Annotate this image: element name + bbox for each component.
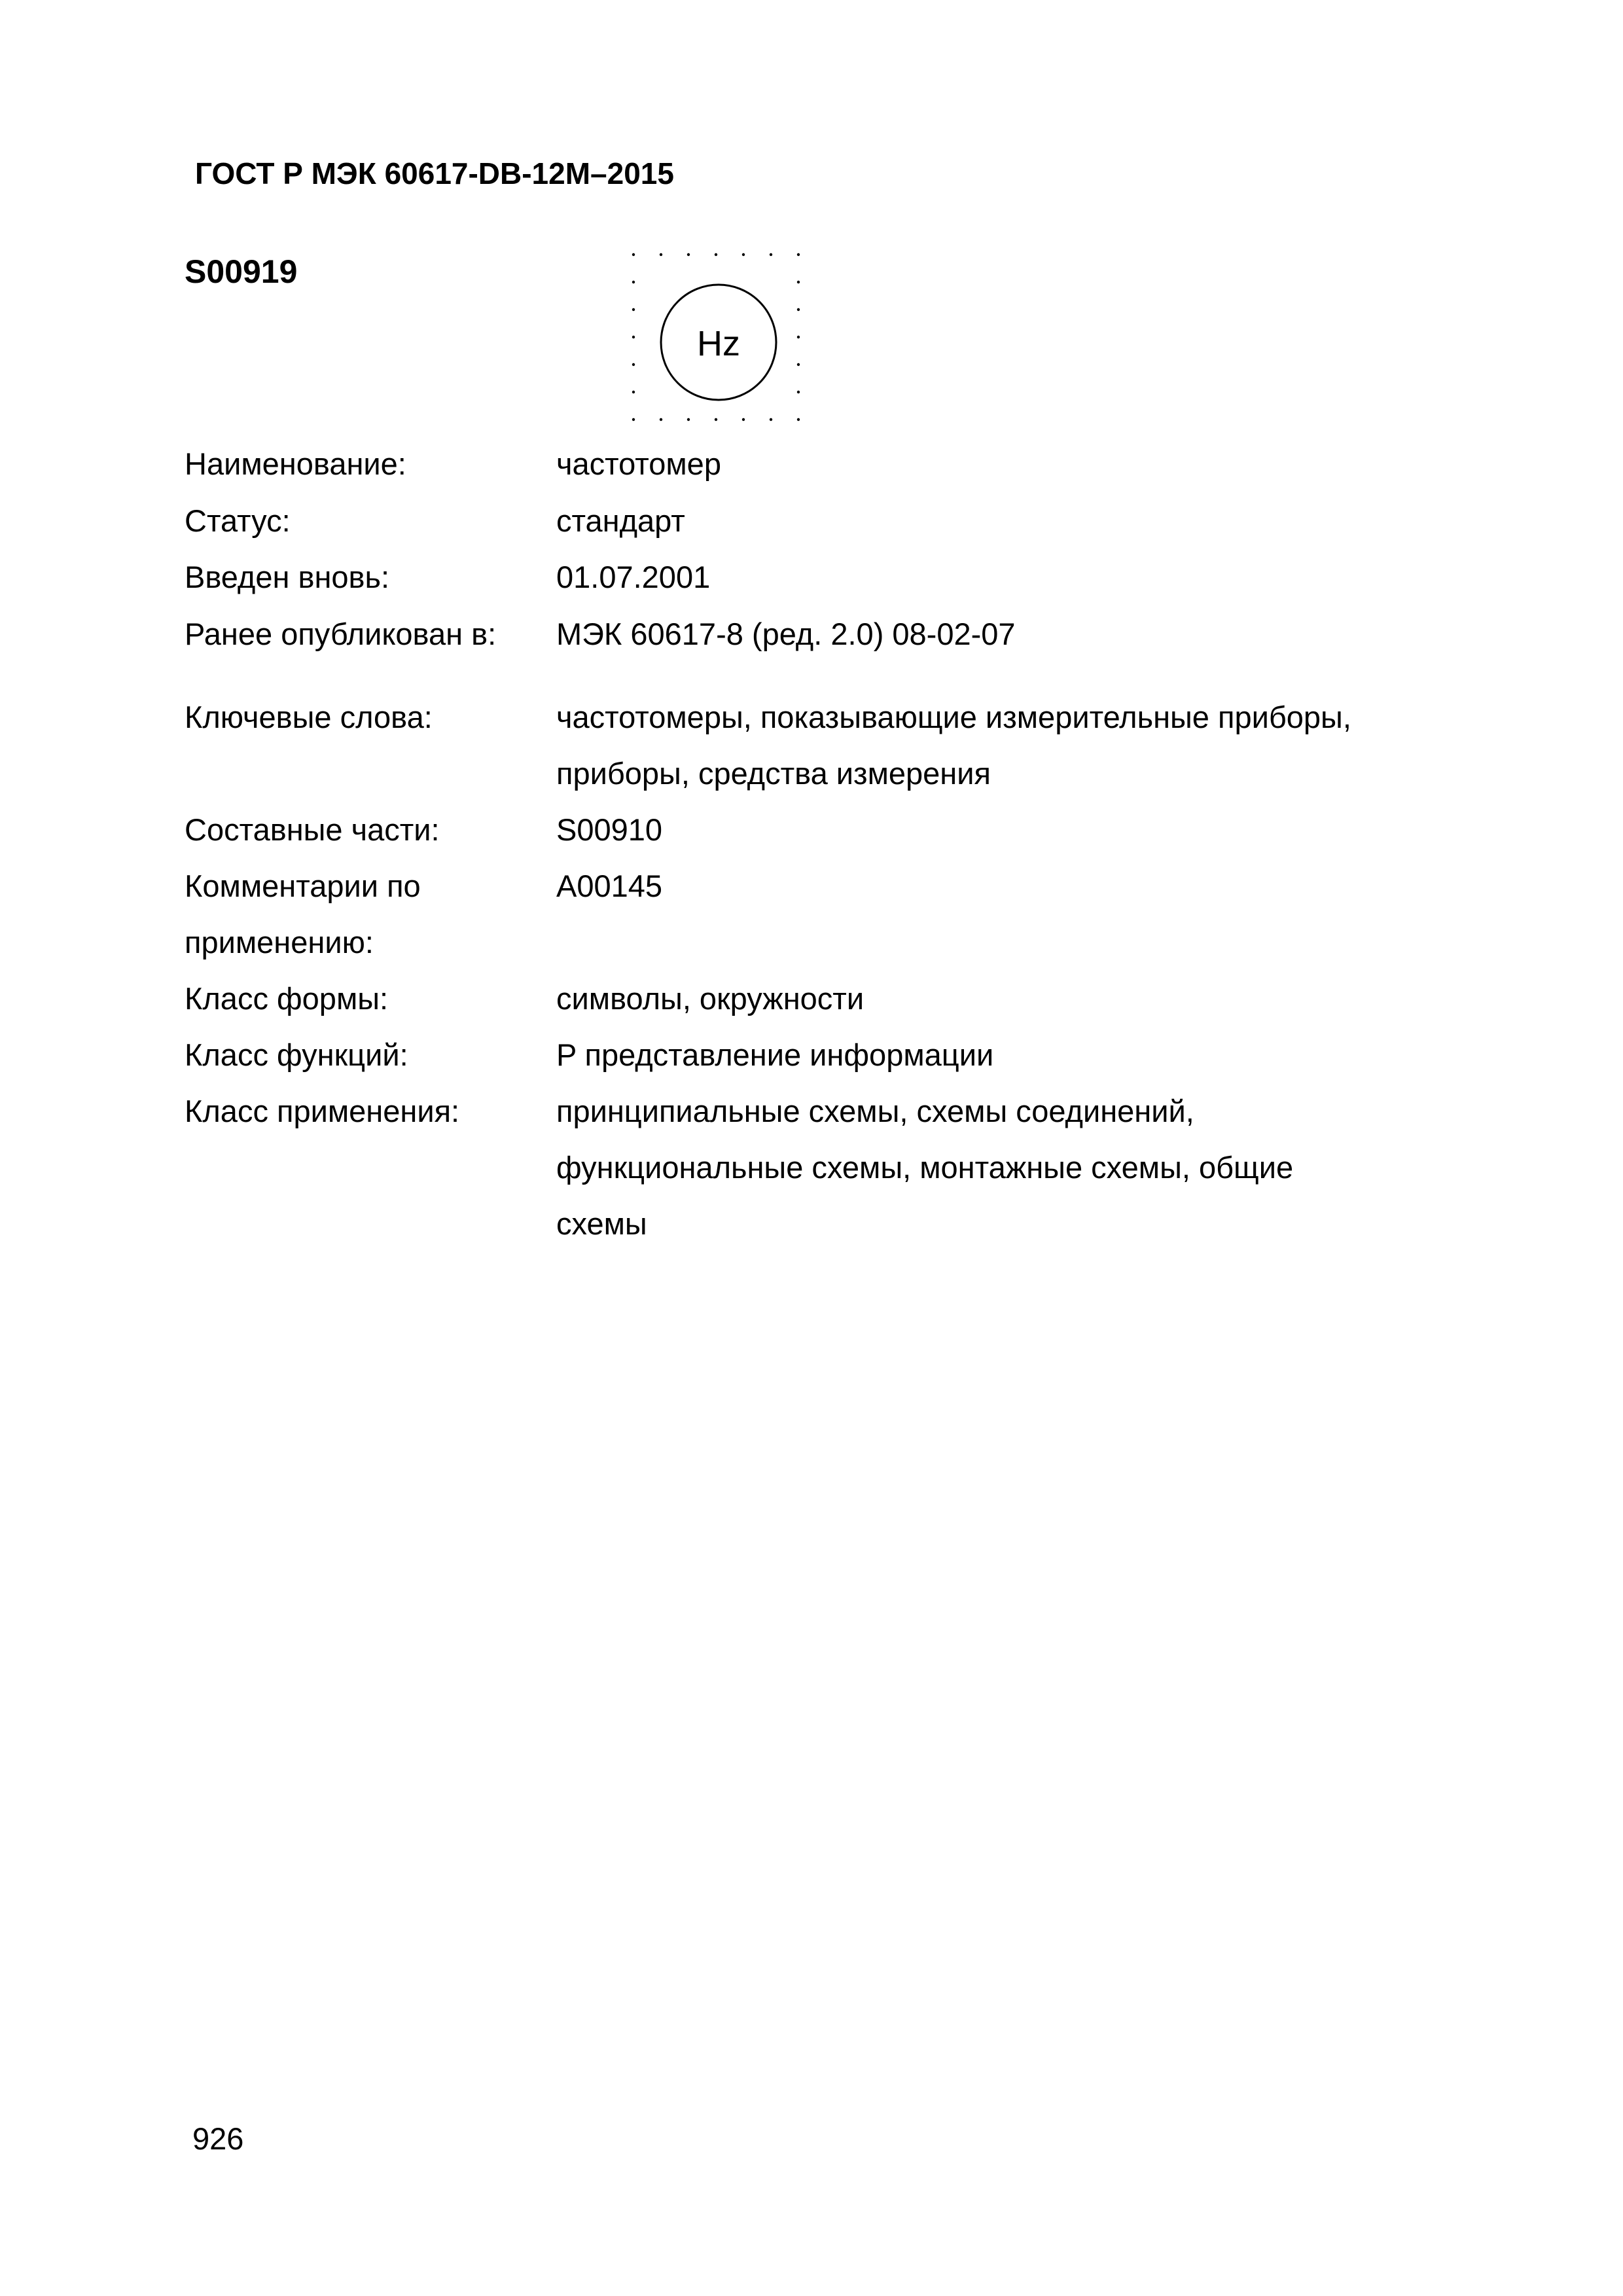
field-value-application-class-cont-2: схемы xyxy=(556,1206,647,1241)
grid-dot xyxy=(632,336,635,338)
field-label-function-class: Класс функций: xyxy=(185,1037,408,1072)
field-value-parts: S00910 xyxy=(556,812,663,847)
field-value-keywords-cont: приборы, средства измерения xyxy=(556,756,991,791)
field-value-introduced: 01.07.2001 xyxy=(556,560,711,594)
field-label-published: Ранее опубликован в: xyxy=(185,617,497,651)
field-value-function-class: P представление информации xyxy=(556,1037,994,1072)
field-value-shape-class: символы, окружности xyxy=(556,981,865,1016)
grid-dot xyxy=(715,418,717,421)
field-label-shape-class: Класс формы: xyxy=(185,981,389,1016)
field-value-name: частотомер xyxy=(556,446,721,481)
grid-dot xyxy=(742,253,745,256)
symbol-glyph-text: Hz xyxy=(697,324,740,363)
field-label-keywords: Ключевые слова: xyxy=(185,700,433,734)
field-label-comments: Комментарии по xyxy=(185,869,421,903)
grid-dot xyxy=(660,418,662,421)
grid-dot xyxy=(632,418,635,421)
grid-dot xyxy=(797,418,800,421)
frequency-meter-symbol-icon xyxy=(615,245,825,435)
grid-dot xyxy=(770,253,772,256)
grid-dot xyxy=(797,391,800,393)
field-value-application-class: принципиальные схемы, схемы соединений, xyxy=(556,1094,1194,1128)
field-value-comments: A00145 xyxy=(556,869,663,903)
field-label-status: Статус: xyxy=(185,503,291,538)
grid-dot xyxy=(742,418,745,421)
grid-dot xyxy=(797,253,800,256)
page-header: ГОСТ Р МЭК 60617-DB-12М–2015 xyxy=(195,156,674,190)
field-label-introduced: Введен вновь: xyxy=(185,560,390,594)
symbol-figure xyxy=(615,245,825,435)
field-label-comments-cont: применению: xyxy=(185,925,374,960)
grid-dot xyxy=(715,253,717,256)
grid-dot xyxy=(797,363,800,366)
grid-dot xyxy=(632,253,635,256)
grid-dot xyxy=(632,391,635,393)
field-label-application-class: Класс применения: xyxy=(185,1094,460,1128)
field-label-parts: Составные части: xyxy=(185,812,440,847)
grid-dot xyxy=(660,253,662,256)
symbol-code: S00919 xyxy=(185,253,298,290)
grid-dot xyxy=(687,418,690,421)
field-value-application-class-cont-1: функциональные схемы, монтажные схемы, общие xyxy=(556,1150,1294,1185)
grid-dot xyxy=(797,281,800,283)
field-value-status: стандарт xyxy=(556,503,685,538)
grid-dot xyxy=(632,308,635,311)
page-number: 926 xyxy=(192,2121,244,2156)
field-value-published: МЭК 60617-8 (ред. 2.0) 08-02-07 xyxy=(556,617,1016,651)
grid-dot xyxy=(632,363,635,366)
grid-dot xyxy=(687,253,690,256)
grid-dot xyxy=(632,281,635,283)
grid-dot xyxy=(770,418,772,421)
field-label-name: Наименование: xyxy=(185,446,406,481)
grid-dot xyxy=(797,308,800,311)
field-value-keywords: частотомеры, показывающие измерительные приборы, xyxy=(556,700,1351,734)
grid-dot xyxy=(797,336,800,338)
